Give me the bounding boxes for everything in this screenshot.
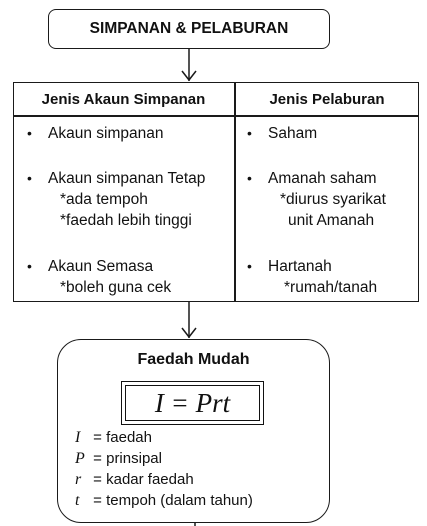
formula-box <box>121 381 264 425</box>
bullet-icon: • <box>247 170 252 186</box>
list-item <box>27 256 32 277</box>
item-label: Akaun simpanan Tetap <box>48 170 206 187</box>
arrow-title-to-table <box>182 49 196 81</box>
legend-symbol: P <box>75 450 85 467</box>
formula-text: I = Prt <box>125 385 260 421</box>
bullet-icon: • <box>247 125 252 141</box>
legend-row <box>75 490 253 511</box>
legend-symbol: r <box>75 471 82 488</box>
item-label: Amanah saham <box>268 170 377 187</box>
item-note: unit Amanah <box>288 212 375 229</box>
item-label: Saham <box>268 125 318 142</box>
column-header-simpanan: Jenis Akaun Simpanan <box>41 91 206 108</box>
bullet-icon: • <box>247 258 252 274</box>
legend-symbol: t <box>75 492 80 509</box>
item-note: *ada tempoh <box>60 191 148 208</box>
list-item <box>247 256 252 277</box>
bullet-icon: • <box>27 258 32 274</box>
item-label: Akaun Semasa <box>48 258 154 275</box>
item-label: Akaun simpanan <box>48 125 164 142</box>
bullet-icon: • <box>27 170 32 186</box>
legend-text: = kadar faedah <box>93 471 194 488</box>
arrow-table-to-formula <box>182 302 196 338</box>
title-box <box>48 9 330 49</box>
legend-row <box>75 469 194 490</box>
item-note: *boleh guna cek <box>60 279 172 296</box>
item-note: *diurus syarikat <box>280 191 386 208</box>
list-item <box>27 168 32 189</box>
list-item <box>247 123 252 144</box>
legend-symbol: I <box>75 429 81 446</box>
item-note: *faedah lebih tinggi <box>60 212 192 229</box>
legend-row <box>75 448 162 469</box>
legend-text: = tempoh (dalam tahun) <box>93 492 253 509</box>
legend-row <box>75 427 152 448</box>
legend-text: = prinsipal <box>93 450 162 467</box>
list-item <box>27 123 32 144</box>
bullet-icon: • <box>27 125 32 141</box>
item-note: *rumah/tanah <box>284 279 378 296</box>
legend-text: = faedah <box>93 429 152 446</box>
column-header-pelaburan: Jenis Pelaburan <box>269 91 385 108</box>
title-text: SIMPANAN & PELABURAN <box>89 20 289 37</box>
list-item <box>247 168 252 189</box>
formula-card-title: Faedah Mudah <box>137 351 250 368</box>
item-label: Hartanah <box>268 258 332 275</box>
